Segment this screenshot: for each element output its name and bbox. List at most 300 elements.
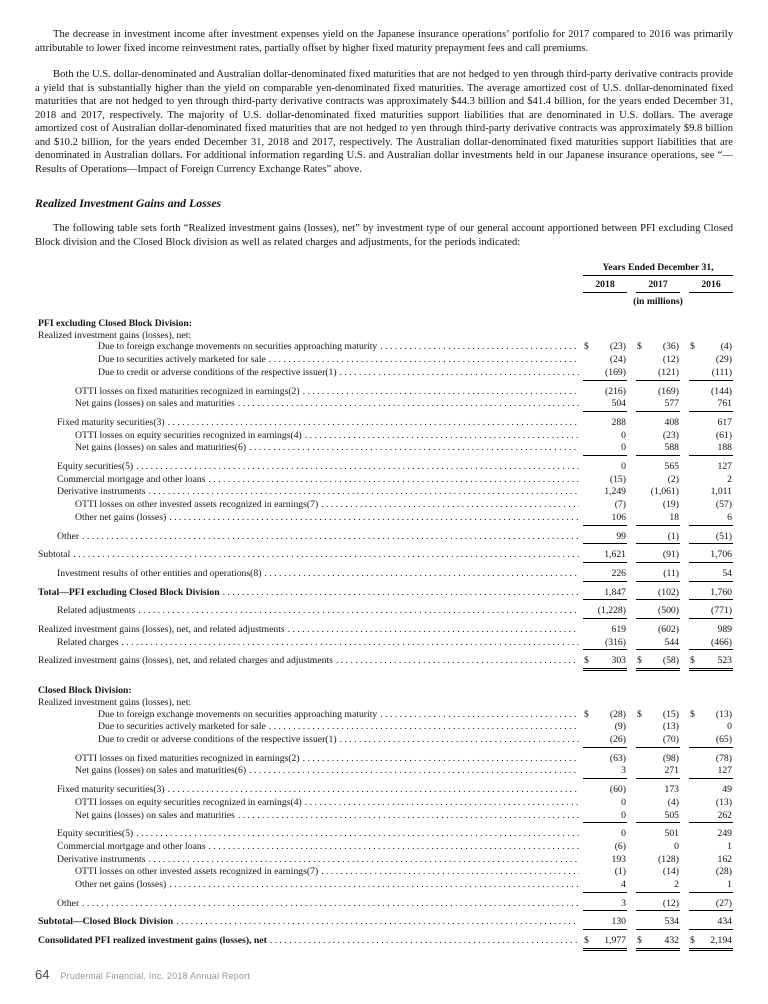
row-label: OTTI losses on fixed maturities recognized in earnings(2) [75, 385, 300, 397]
value-cell [636, 587, 680, 601]
dot-leader [336, 655, 579, 667]
value-text: 1 [727, 879, 732, 891]
value-cell [636, 841, 680, 854]
dot-leader [249, 765, 579, 777]
value-cell [636, 474, 680, 487]
paragraph-investment-income: The decrease in investment income after investment expenses yield on the Japanese insurance operations’ portfolio for 2017 compared to 2016 was primarily attributable to lower fixed income reinvestment rates, partially offset by higher fixed maturity prepayment fees and call premiums. [35, 29, 733, 54]
value-cell [636, 367, 680, 381]
dot-leader [136, 461, 579, 473]
value-text: 588 [664, 442, 679, 454]
table-row [35, 637, 733, 651]
value-text: (15) [662, 708, 679, 720]
value-text: 505 [664, 809, 679, 821]
years-ended-header: Years Ended December 31, [583, 262, 733, 276]
value-text: (13) [662, 721, 679, 733]
value-cell [689, 442, 733, 456]
dot-leader [82, 898, 579, 910]
dollar-sign: $ [637, 708, 642, 720]
value-cell [583, 341, 627, 354]
value-cell [583, 709, 627, 722]
value-cell [583, 386, 627, 399]
value-cell [636, 753, 680, 766]
value-cell [689, 828, 733, 841]
table-row [35, 828, 733, 841]
value-cell [689, 486, 733, 499]
table-row [35, 784, 733, 797]
value-cell [689, 753, 733, 766]
value-cell [636, 637, 680, 651]
value-text: (9) [614, 721, 626, 733]
value-cell [689, 354, 733, 367]
value-text: 193 [611, 853, 626, 865]
value-text: 1,249 [604, 486, 626, 498]
value-text: (128) [658, 853, 679, 865]
value-text: (1,061) [650, 486, 679, 498]
value-cell [689, 430, 733, 443]
value-text: 1,621 [604, 549, 626, 561]
row-label: Net gains (losses) on sales and maturities(6) [75, 442, 247, 454]
value-cell [636, 810, 680, 824]
value-cell [636, 486, 680, 499]
value-text: (26) [609, 733, 626, 745]
value-cell [583, 655, 627, 671]
value-text: 6 [727, 511, 732, 523]
value-cell [583, 935, 627, 951]
value-cell [689, 879, 733, 893]
row-label: Derivative instruments [57, 486, 146, 498]
row-label: OTTI losses on fixed maturities recognized in earnings(2) [75, 752, 300, 764]
value-cell [583, 587, 627, 601]
row-label: Due to foreign exchange movements on securities approaching maturity [98, 708, 378, 720]
value-text: (14) [662, 866, 679, 878]
dollar-sign: $ [584, 935, 589, 947]
dot-leader [209, 474, 580, 486]
value-text: 49 [722, 784, 732, 796]
value-cell [583, 430, 627, 443]
table-row [35, 442, 733, 456]
value-cell [636, 866, 680, 879]
value-cell [583, 810, 627, 824]
dot-leader [169, 512, 579, 524]
value-text: (61) [715, 429, 732, 441]
value-text: 249 [717, 828, 732, 840]
value-cell [636, 854, 680, 867]
dot-leader [121, 637, 579, 649]
value-text: 3 [621, 765, 626, 777]
dollar-sign: $ [637, 655, 642, 667]
value-text: 1,977 [604, 935, 626, 947]
row-label: OTTI losses on equity securities recognized in earnings(4) [75, 429, 302, 441]
dot-leader [82, 531, 579, 543]
value-cell [636, 721, 680, 734]
value-cell [636, 549, 680, 563]
value-cell [636, 898, 680, 912]
value-text: 617 [717, 416, 732, 428]
value-text: (91) [662, 549, 679, 561]
table-row [35, 531, 733, 545]
value-cell [689, 810, 733, 824]
value-cell [583, 721, 627, 734]
value-text: (65) [715, 733, 732, 745]
value-cell [583, 797, 627, 810]
value-text: 127 [717, 461, 732, 473]
page-number: 64 [35, 967, 50, 982]
value-text: (7) [614, 499, 626, 511]
value-text: (28) [715, 866, 732, 878]
table-row [35, 709, 733, 722]
value-text: 432 [664, 935, 679, 947]
dot-leader [168, 784, 579, 796]
dot-leader [321, 499, 579, 511]
value-cell [636, 531, 680, 545]
value-cell [583, 486, 627, 499]
value-cell [636, 828, 680, 841]
dot-leader [168, 417, 579, 429]
value-text: 2,194 [710, 935, 732, 947]
value-text: (111) [711, 366, 732, 378]
value-text: 173 [664, 784, 679, 796]
dollar-sign: $ [690, 935, 695, 947]
value-cell [689, 499, 733, 512]
table-row [35, 367, 733, 381]
value-text: (60) [609, 784, 626, 796]
year-column-2018: 2018 [583, 279, 627, 293]
value-cell [636, 461, 680, 474]
report-name: Prudential Financial, Inc. 2018 Annual Report [60, 971, 251, 981]
value-text: 989 [717, 624, 732, 636]
table-row [35, 341, 733, 354]
table-row [35, 330, 733, 342]
table-row [35, 624, 733, 637]
value-cell [689, 898, 733, 912]
value-cell [636, 354, 680, 367]
value-cell [583, 354, 627, 367]
dot-leader [238, 398, 579, 410]
value-text: (19) [662, 499, 679, 511]
row-label: Net gains (losses) on sales and maturities [75, 809, 235, 821]
value-text: (466) [711, 636, 732, 648]
value-cell [689, 916, 733, 930]
row-label: Other net gains (losses) [75, 511, 167, 523]
table-row [35, 486, 733, 499]
table-row [35, 512, 733, 526]
value-text: 99 [616, 530, 626, 542]
row-label: Fixed maturity securities(3) [57, 416, 165, 428]
value-text: (102) [658, 586, 679, 598]
dot-leader [340, 734, 579, 746]
value-cell [636, 499, 680, 512]
dot-leader [305, 797, 579, 809]
value-text: 188 [717, 442, 732, 454]
table-row [35, 765, 733, 779]
row-label: Realized investment gains (losses), net: [38, 696, 192, 708]
value-cell [583, 549, 627, 563]
realized-gains-table [35, 262, 733, 951]
value-text: 130 [611, 916, 626, 928]
value-cell [689, 531, 733, 545]
table-row [35, 417, 733, 430]
dot-leader [305, 430, 579, 442]
value-text: 434 [717, 916, 732, 928]
value-cell [583, 637, 627, 651]
table-row [35, 810, 733, 824]
value-text: 127 [717, 765, 732, 777]
value-cell [689, 587, 733, 601]
dot-leader [380, 709, 579, 721]
row-label: Due to credit or adverse conditions of the respective issuer(1) [98, 366, 337, 378]
dollar-sign: $ [584, 341, 589, 353]
row-label: Derivative instruments [57, 853, 146, 865]
row-label: Subtotal—Closed Block Division [38, 916, 174, 928]
value-cell [636, 784, 680, 797]
value-text: (602) [658, 624, 679, 636]
section-heading: Realized Investment Gains and Losses [35, 196, 222, 210]
value-cell [583, 442, 627, 456]
value-text: 408 [664, 416, 679, 428]
table-row [35, 866, 733, 879]
value-cell [583, 879, 627, 893]
value-cell [636, 765, 680, 779]
value-cell [583, 568, 627, 582]
value-cell [583, 474, 627, 487]
value-cell [583, 765, 627, 779]
value-cell [636, 442, 680, 456]
row-label: OTTI losses on other invested assets recognized in earnings(7) [75, 866, 319, 878]
value-text: (78) [715, 752, 732, 764]
value-text: 303 [611, 655, 626, 667]
row-label: OTTI losses on equity securities recognized in earnings(4) [75, 796, 302, 808]
value-text: 18 [669, 511, 679, 523]
value-text: (216) [605, 385, 626, 397]
row-label: Due to credit or adverse conditions of the respective issuer(1) [98, 733, 337, 745]
table-row [35, 685, 733, 697]
row-label: OTTI losses on other invested assets recognized in earnings(7) [75, 499, 319, 511]
value-text: 0 [621, 809, 626, 821]
value-cell [689, 797, 733, 810]
dot-leader [249, 442, 579, 454]
value-cell [583, 898, 627, 912]
value-cell [689, 367, 733, 381]
row-label: Due to securities actively marketed for sale [98, 721, 266, 733]
year-columns [583, 279, 733, 293]
value-cell [689, 637, 733, 651]
row-label: Closed Block Division: [38, 685, 132, 697]
row-label: Due to foreign exchange movements on securities approaching maturity [98, 341, 378, 353]
value-text: 0 [621, 442, 626, 454]
value-cell [583, 854, 627, 867]
value-cell [689, 655, 733, 671]
row-label: Other [57, 897, 80, 909]
table-row [35, 854, 733, 867]
value-cell [583, 734, 627, 748]
row-label: Other [57, 530, 80, 542]
value-text: (98) [662, 752, 679, 764]
value-cell [636, 709, 680, 722]
value-cell [689, 605, 733, 619]
row-label: Realized investment gains (losses), net, and related charges and adjustments [38, 655, 333, 667]
value-cell [583, 461, 627, 474]
dot-leader [176, 916, 579, 928]
dollar-sign: $ [637, 341, 642, 353]
value-text: 226 [611, 567, 626, 579]
year-column-2016: 2016 [689, 279, 733, 293]
table-row [35, 721, 733, 734]
value-text: (500) [658, 605, 679, 617]
row-label: Due to securities actively marketed for sale [98, 354, 266, 366]
row-label: Equity securities(5) [57, 828, 134, 840]
table-row [35, 461, 733, 474]
table-row [35, 605, 733, 619]
value-text: 0 [674, 840, 679, 852]
value-cell [689, 512, 733, 526]
value-text: (6) [614, 840, 626, 852]
page-footer [35, 967, 250, 982]
value-cell [689, 568, 733, 582]
row-label: Net gains (losses) on sales and maturities(6) [75, 765, 247, 777]
row-label: Commercial mortgage and other loans [57, 840, 206, 852]
value-cell [583, 605, 627, 619]
row-label: Investment results of other entities and operations(8) [57, 567, 262, 579]
table-row [35, 474, 733, 487]
value-cell [636, 916, 680, 930]
value-cell [636, 734, 680, 748]
dot-leader [73, 549, 579, 561]
dot-leader [238, 810, 579, 822]
year-column-2017: 2017 [636, 279, 680, 293]
dot-leader [149, 854, 579, 866]
value-text: (36) [662, 341, 679, 353]
table-row [35, 354, 733, 367]
value-text: (29) [715, 354, 732, 366]
value-text: (23) [662, 429, 679, 441]
table-row [35, 797, 733, 810]
table-row [35, 499, 733, 512]
table-row [35, 935, 733, 951]
value-text: 544 [664, 636, 679, 648]
value-text: 577 [664, 398, 679, 410]
table-row [35, 398, 733, 412]
value-text: 565 [664, 461, 679, 473]
value-text: 2 [674, 879, 679, 891]
value-text: (70) [662, 733, 679, 745]
value-cell [636, 605, 680, 619]
table-row [35, 430, 733, 443]
value-cell [689, 474, 733, 487]
table-row [35, 655, 733, 671]
value-cell [583, 624, 627, 637]
table-row [35, 697, 733, 709]
value-cell [636, 655, 680, 671]
dot-leader [209, 841, 580, 853]
value-text: (27) [715, 897, 732, 909]
table-row [35, 587, 733, 601]
row-label: Equity securities(5) [57, 461, 134, 473]
value-cell [689, 549, 733, 563]
value-text: (121) [658, 366, 679, 378]
value-cell [583, 499, 627, 512]
value-text: (12) [662, 897, 679, 909]
value-text: (28) [609, 708, 626, 720]
value-text: 501 [664, 828, 679, 840]
value-cell [689, 866, 733, 879]
value-text: 0 [727, 721, 732, 733]
value-text: 288 [611, 416, 626, 428]
value-cell [689, 854, 733, 867]
value-text: 4 [621, 879, 626, 891]
value-cell [583, 531, 627, 545]
value-text: 1,760 [710, 586, 732, 598]
value-text: (58) [662, 655, 679, 667]
value-text: (63) [609, 752, 626, 764]
value-cell [636, 935, 680, 951]
value-text: (316) [605, 636, 626, 648]
row-label: Realized investment gains (losses), net: [38, 329, 192, 341]
row-label: Realized investment gains (losses), net, and related adjustments [38, 624, 285, 636]
value-cell [689, 417, 733, 430]
dollar-sign: $ [584, 708, 589, 720]
value-text: 1,011 [710, 486, 732, 498]
dot-leader [223, 587, 579, 599]
table-row [35, 568, 733, 582]
dot-leader [136, 828, 579, 840]
value-text: (169) [658, 385, 679, 397]
value-cell [689, 341, 733, 354]
value-text: (771) [711, 605, 732, 617]
value-text: 0 [621, 461, 626, 473]
value-text: (11) [663, 567, 679, 579]
value-cell [689, 386, 733, 399]
value-text: (13) [715, 796, 732, 808]
value-text: (1,228) [597, 605, 626, 617]
row-label: Related adjustments [57, 605, 136, 617]
table-row [35, 734, 733, 748]
value-cell [583, 367, 627, 381]
row-label: Fixed maturity securities(3) [57, 784, 165, 796]
dot-leader [380, 341, 579, 353]
value-text: (144) [711, 385, 732, 397]
value-text: 162 [717, 853, 732, 865]
value-cell [689, 624, 733, 637]
value-text: 54 [722, 567, 732, 579]
table-row [35, 916, 733, 930]
value-text: (13) [715, 708, 732, 720]
table-row [35, 879, 733, 893]
value-text: 523 [717, 655, 732, 667]
table-row [35, 549, 733, 563]
value-text: (1) [667, 530, 679, 542]
table-row [35, 318, 733, 330]
value-text: 1,706 [710, 549, 732, 561]
dot-leader [269, 354, 579, 366]
row-label: PFI excluding Closed Block Division: [38, 318, 192, 329]
dot-leader [303, 753, 579, 765]
row-label: Net gains (losses) on sales and maturities [75, 398, 235, 410]
value-cell [689, 765, 733, 779]
value-text: 619 [611, 624, 626, 636]
value-cell [583, 866, 627, 879]
value-text: 0 [621, 828, 626, 840]
value-cell [689, 734, 733, 748]
value-text: 761 [717, 398, 732, 410]
value-cell [689, 461, 733, 474]
value-cell [636, 430, 680, 443]
value-text: 1 [727, 840, 732, 852]
value-text: 3 [621, 897, 626, 909]
value-text: (23) [609, 341, 626, 353]
dot-leader [340, 367, 579, 379]
dollar-sign: $ [690, 341, 695, 353]
value-text: 271 [664, 765, 679, 777]
